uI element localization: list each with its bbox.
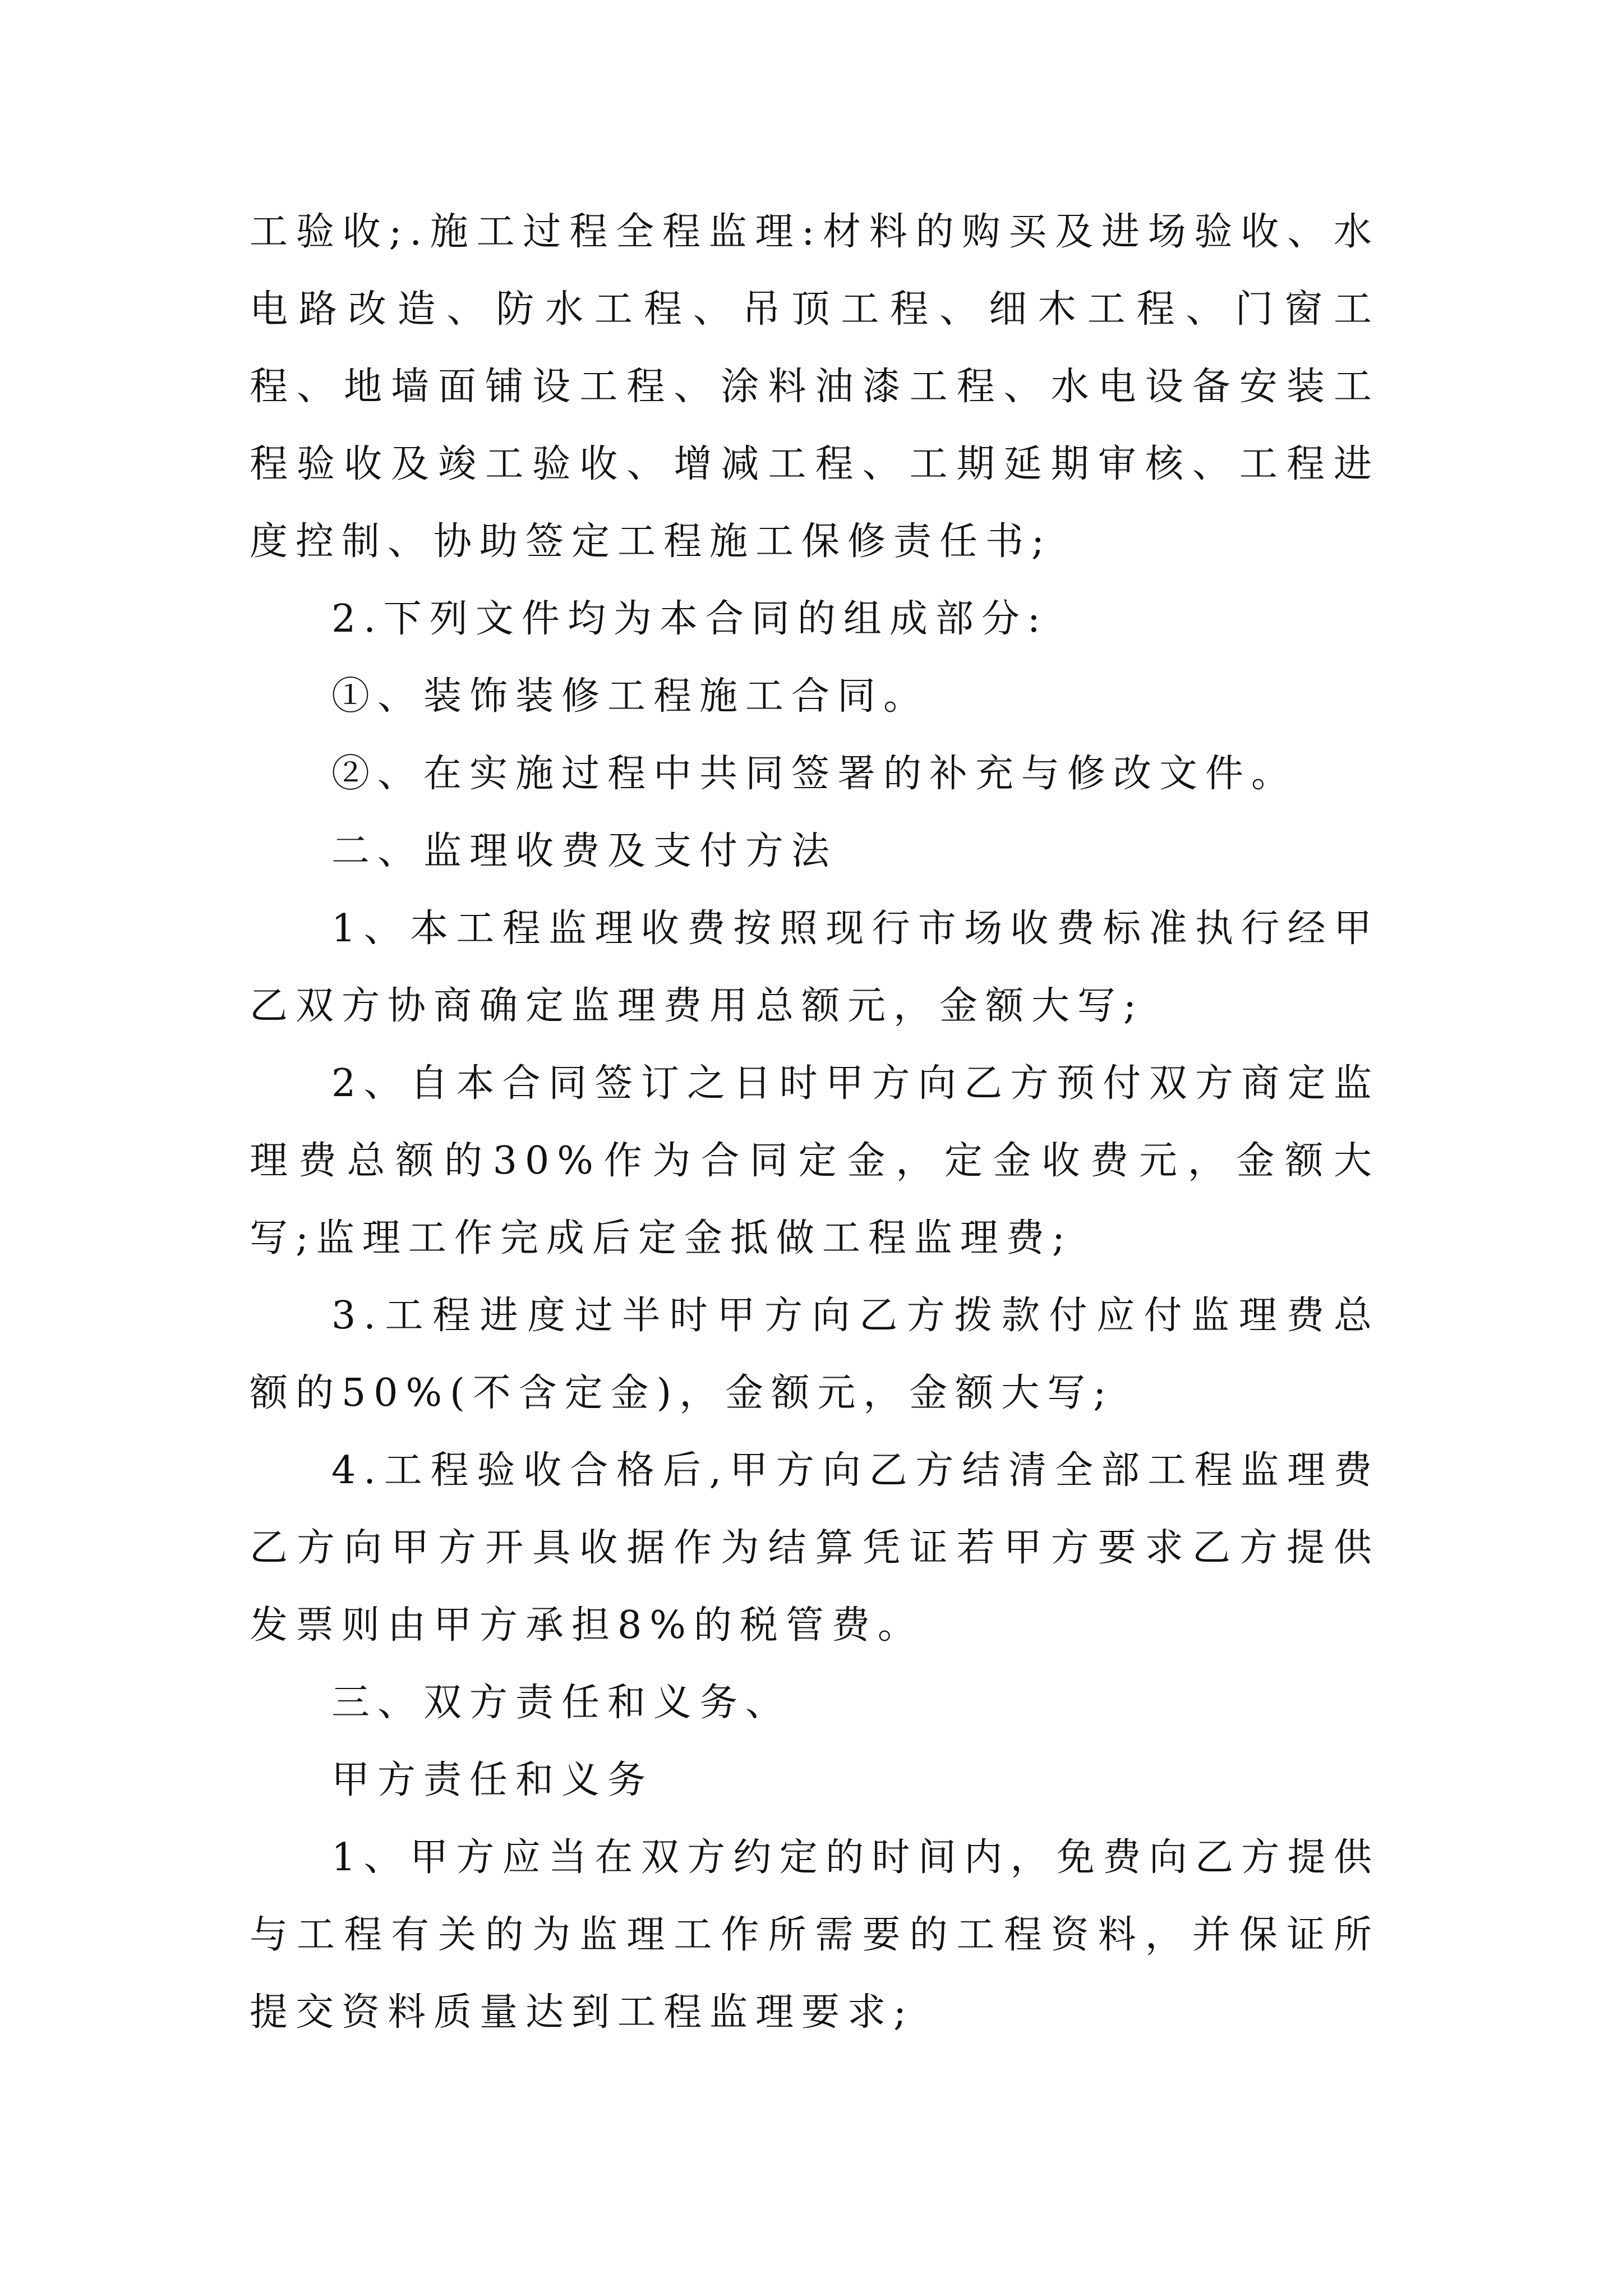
paragraph-9: 4.工程验收合格后,甲方向乙方结清全部工程监理费乙方向甲方开具收据作为结算凭证若甲方要求乙方提供发票则由甲方承担8%的税管费。 <box>250 1448 1380 1648</box>
paragraph-3: ①、装饰装修工程施工合同。 <box>331 674 930 719</box>
paragraph-12: 1、甲方应当在双方约定的时间内，免费向乙方提供与工程有关的为监理工作所需要的工程资料，并保证所提交资料质量达到工程监理要求; <box>250 1835 1380 2035</box>
paragraph-4: ②、在实施过程中共同签署的补充与修改文件。 <box>331 752 1298 796</box>
paragraph-7: 2、自本合同签订之日时甲方向乙方预付双方商定监理费总额的30%作为合同定金，定金收费元，金额大写;监理工作完成后定金抵做工程监理费; <box>250 1061 1380 1260</box>
paragraph-1: 工验收;.施工过程全程监理:材料的购买及进场验收、水电路改造、防水工程、吊顶工程、细木工程、门窗工程、地墙面铺设工程、涂料油漆工程、水电设备安装工程验收及竣工验收、增减工程、工期延期审核、工程进度控制、协助签定工程施工保修责任书; <box>250 210 1380 564</box>
paragraph-6: 1、本工程监理收费按照现行市场收费标准执行经甲乙双方协商确定监理费用总额元，金额大写; <box>250 907 1380 1028</box>
section-heading-responsibilities: 三、双方责任和义务、 <box>331 1681 792 1725</box>
document-body <box>250 194 1380 2051</box>
subheading-party-a: 甲方责任和义务 <box>331 1758 654 1802</box>
section-heading-fees: 二、监理收费及支付方法 <box>331 829 838 873</box>
paragraph-8: 3.工程进度过半时甲方向乙方拨款付应付监理费总额的50%(不含定金)，金额元，金额大写; <box>250 1294 1380 1415</box>
paragraph-2: 2.下列文件均为本合同的组成部分: <box>331 597 1048 641</box>
